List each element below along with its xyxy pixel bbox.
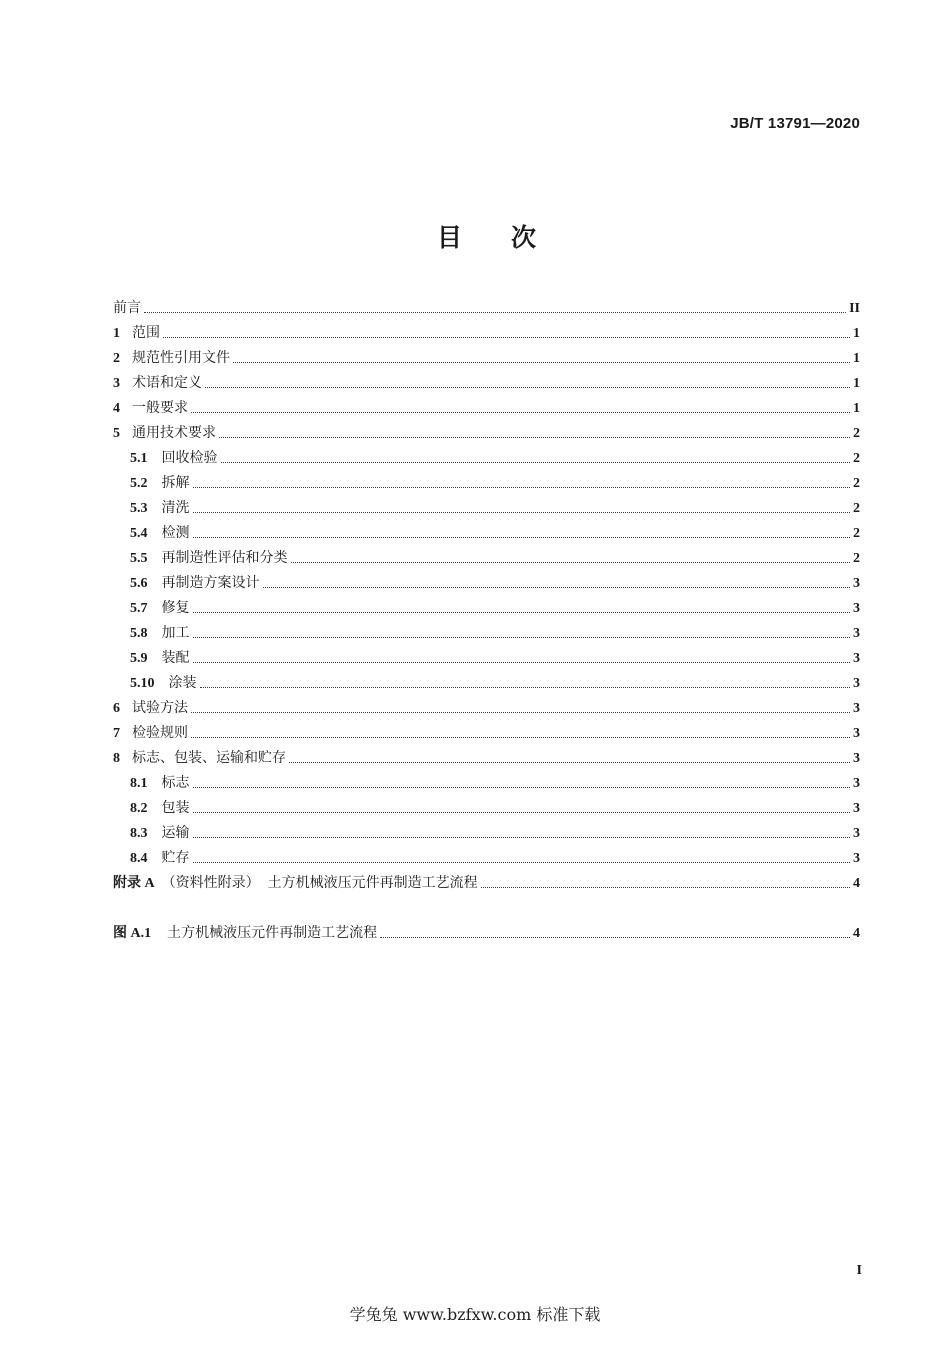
page-number: I [856,1263,862,1278]
toc-entry-number: 5.5 [130,551,148,566]
toc-entry-page: 2 [853,526,860,541]
toc-entry-page: 3 [853,776,860,791]
toc-entry-label: 回收检验 [161,450,218,466]
dot-leader [193,662,851,663]
toc-entry-label: 清洗 [161,500,190,516]
toc-entry [113,696,860,721]
toc-entry-number: 4 [113,401,120,416]
toc-entry-label: 修复 [161,600,190,616]
toc-entry-page: 2 [853,426,860,441]
toc-entry-label: 规范性引用文件 [132,350,230,366]
toc-entry [113,571,860,596]
toc-entry-label: 试验方法 [132,700,188,716]
toc-entry [113,871,860,896]
toc-entry-page: 4 [853,926,860,941]
toc-entry-page: 3 [853,701,860,716]
dot-leader [263,587,851,588]
toc-entry-label: 范围 [132,325,160,341]
toc-entry-number: 附录 A [113,876,155,891]
toc-entry-page: 3 [853,751,860,766]
figure-list [113,921,860,946]
dot-leader [289,762,850,763]
toc-entry-label: 装配 [161,650,190,666]
toc-entry-page: 1 [853,401,860,416]
toc-entry-page: II [849,301,860,316]
dot-leader [193,537,851,538]
page-title: 目 次 [436,223,548,252]
toc-entry-page: 3 [853,601,860,616]
dot-leader [163,337,850,338]
dot-leader [219,437,850,438]
toc-entry-number: 5.6 [130,576,148,591]
toc-entry-label: 涂装 [168,675,197,691]
dot-leader [481,887,850,888]
dot-leader [193,637,851,638]
toc-entry-number: 1 [113,326,120,341]
toc-entry [113,421,860,446]
toc-entry-number: 8 [113,751,120,766]
dot-leader [191,737,850,738]
toc-entry [113,521,860,546]
toc-entry-number: 8.4 [130,851,148,866]
toc-entry-label: 再制造方案设计 [161,575,260,591]
toc-entry-page: 1 [853,351,860,366]
toc-entry-page: 3 [853,651,860,666]
dot-leader [193,487,851,488]
toc-entry-page: 2 [853,451,860,466]
toc-entry-number: 6 [113,701,120,716]
table-of-contents [113,296,860,946]
dot-leader [221,462,851,463]
dot-leader [193,837,851,838]
toc-entry [113,596,860,621]
toc-entry-page: 3 [853,851,860,866]
toc-entry-number: 8.3 [130,826,148,841]
toc-entry-number: 3 [113,376,120,391]
toc-entry-page: 3 [853,626,860,641]
toc-entry-number: 5.7 [130,601,148,616]
toc-entry-label: 加工 [161,625,190,641]
toc-entry [113,396,860,421]
toc-entry-label: 拆解 [161,475,190,491]
toc-entry [113,371,860,396]
toc-entry-label: 检验规则 [132,725,188,741]
toc-entry [113,621,860,646]
toc-entry-number: 5.3 [130,501,148,516]
toc-entry [113,546,860,571]
toc-entry-number: 5 [113,426,120,441]
toc-entry-page: 3 [853,801,860,816]
toc-entry-label: 术语和定义 [132,375,202,391]
toc-list [113,296,860,896]
toc-entry [113,746,860,771]
toc-entry [113,821,860,846]
toc-entry-label: 标志、包装、运输和贮存 [132,750,286,766]
dot-leader [193,512,851,513]
toc-entry-note: （资料性附录） [161,875,260,891]
toc-entry-label: 包装 [161,800,190,816]
toc-entry-page: 2 [853,551,860,566]
toc-entry-page: 4 [853,876,860,891]
toc-entry-page: 3 [853,726,860,741]
toc-entry-number: 8.1 [130,776,148,791]
dot-leader [291,562,851,563]
toc-entry-label: 再制造性评估和分类 [161,550,288,566]
toc-entry-page: 3 [853,576,860,591]
toc-entry-number: 5.1 [130,451,148,466]
dot-leader [193,862,851,863]
footer-watermark: 学兔兔 www.bzfxw.com 标准下载 [349,1305,601,1324]
toc-entry [113,446,860,471]
toc-entry-number: 5.9 [130,651,148,666]
toc-entry [113,796,860,821]
toc-entry-page: 1 [853,326,860,341]
toc-entry-label: 贮存 [161,850,190,866]
toc-entry [113,671,860,696]
toc-entry-label: 一般要求 [132,400,188,416]
toc-entry-number: 2 [113,351,120,366]
figure-entry [113,921,860,946]
toc-entry-label: 前言 [113,300,141,316]
dot-leader [144,312,846,313]
toc-entry [113,771,860,796]
toc-entry-label: 检测 [161,525,190,541]
toc-entry-number: 7 [113,726,120,741]
toc-entry [113,721,860,746]
dot-leader [193,787,851,788]
dot-leader [191,712,850,713]
toc-entry-number: 图 A.1 [113,926,152,941]
dot-leader [380,937,850,938]
toc-entry [113,496,860,521]
toc-entry-number: 5.8 [130,626,148,641]
toc-entry-number: 5.4 [130,526,148,541]
toc-entry-page: 3 [853,676,860,691]
dot-leader [193,612,851,613]
dot-leader [191,412,850,413]
toc-entry-label: 运输 [161,825,190,841]
toc-entry-label: 土方机械液压元件再制造工艺流程 [267,875,478,891]
document-code: JB/T 13791—2020 [730,115,860,132]
toc-entry-label: 标志 [161,775,190,791]
dot-leader [193,812,851,813]
toc-entry-label: 通用技术要求 [132,425,216,441]
toc-entry-number: 8.2 [130,801,148,816]
toc-entry [113,846,860,871]
toc-entry [113,321,860,346]
toc-entry [113,646,860,671]
dot-leader [205,387,850,388]
dot-leader [200,687,851,688]
dot-leader [233,362,850,363]
toc-entry [113,296,860,321]
toc-entry-page: 1 [853,376,860,391]
toc-entry-page: 2 [853,476,860,491]
toc-entry [113,346,860,371]
toc-entry [113,471,860,496]
toc-entry-page: 2 [853,501,860,516]
toc-entry-label: 土方机械液压元件再制造工艺流程 [167,925,378,941]
toc-entry-number: 5.2 [130,476,148,491]
toc-entry-number: 5.10 [130,676,155,691]
toc-entry-page: 3 [853,826,860,841]
